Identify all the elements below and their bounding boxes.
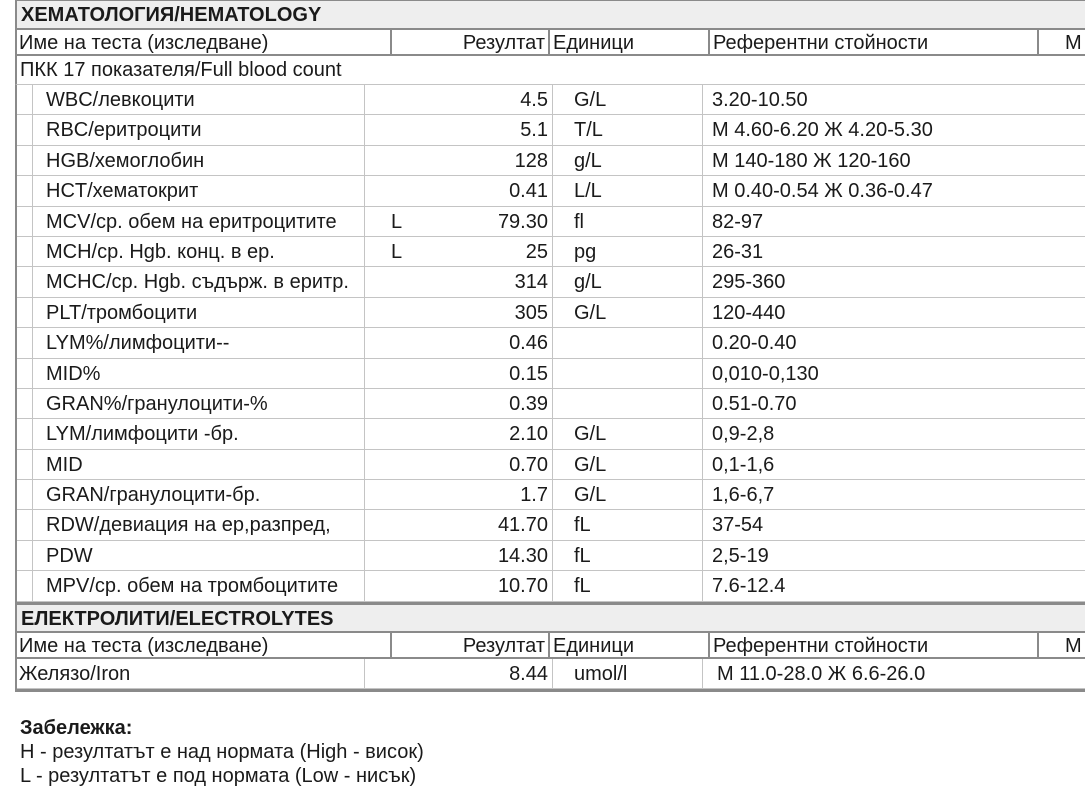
result-flag: L [391, 210, 403, 233]
hematology-section-title: ХЕМАТОЛОГИЯ/HEMATOLOGY [15, 0, 1085, 30]
result-value: 0.15 [509, 362, 548, 385]
legend-note [20, 716, 424, 788]
row-indent-rule [32, 571, 33, 600]
result-value: 10.70 [497, 575, 548, 598]
electrolytes-rows [15, 659, 1085, 692]
result-unit [552, 328, 702, 357]
reference-range: М 11.0-28.0 Ж 6.6-26.0 [702, 659, 1082, 688]
reference-range: 0,010-0,130 [702, 359, 1082, 388]
test-name: MCH/ср. Hgb. конц. в ер. [17, 237, 365, 266]
test-name: MID [17, 450, 365, 479]
row-indent-rule [32, 207, 33, 236]
lab-report [15, 0, 1085, 692]
result-flag [365, 115, 411, 144]
note-title: Забележка: [20, 717, 133, 739]
result-unit: T/L [552, 115, 702, 144]
reference-range: 295-360 [702, 267, 1082, 296]
row-indent-rule [32, 115, 33, 144]
row-indent-rule [32, 237, 33, 266]
result-unit: g/L [552, 146, 702, 175]
result-value: 0.70 [509, 453, 548, 476]
result-flag [365, 389, 411, 418]
result-unit [552, 359, 702, 388]
table-row [17, 480, 1085, 510]
test-group-title: ПКК 17 показателя/Full blood count [15, 56, 1085, 85]
reference-range: 2,5-19 [702, 541, 1082, 570]
reference-range: 3.20-10.50 [702, 85, 1082, 114]
header-result: Резултат [392, 633, 550, 657]
result-value: 41.70 [497, 514, 548, 537]
result-unit [552, 389, 702, 418]
result-flag [365, 298, 411, 327]
result-value: 0.39 [509, 392, 548, 415]
result-unit: g/L [552, 267, 702, 296]
result-unit: pg [552, 237, 702, 266]
header-reference: Референтни стойности [710, 633, 1039, 657]
result-flag [365, 450, 411, 479]
hematology-table-header [15, 30, 1085, 56]
reference-range: 37-54 [702, 510, 1082, 539]
reference-range: М 4.60-6.20 Ж 4.20-5.30 [702, 115, 1082, 144]
row-indent-rule [32, 510, 33, 539]
note-low: L - резултатът е под нормата (Low - нисък) [20, 765, 417, 787]
hematology-rows [15, 85, 1085, 605]
reference-range: 0.20-0.40 [702, 328, 1082, 357]
row-indent-rule [32, 176, 33, 205]
table-row [17, 207, 1085, 237]
result-unit: G/L [552, 85, 702, 114]
table-row [17, 328, 1085, 358]
result-flag [365, 85, 411, 114]
table-row [17, 510, 1085, 540]
test-name: RDW/девиация на ер,разпред, [17, 510, 365, 539]
result-flag [365, 510, 411, 539]
result-value: 5.1 [520, 119, 548, 142]
result-flag [365, 267, 411, 296]
test-name: WBC/левкоцити [17, 85, 365, 114]
row-indent-rule [32, 541, 33, 570]
test-name: PDW [17, 541, 365, 570]
table-row [17, 571, 1085, 601]
row-indent-rule [32, 419, 33, 448]
test-name: MCHC/ср. Hgb. съдърж. в еритр. [17, 267, 365, 296]
result-value: 8.44 [509, 662, 548, 685]
result-unit: G/L [552, 480, 702, 509]
row-indent-rule [32, 298, 33, 327]
result-value: 128 [514, 149, 548, 172]
test-name: MID% [17, 359, 365, 388]
header-m: М [1065, 634, 1082, 657]
row-indent-rule [32, 480, 33, 509]
result-flag [365, 571, 411, 600]
result-flag [365, 419, 411, 448]
result-flag [365, 176, 411, 205]
result-value: 305 [514, 301, 548, 324]
table-row [17, 176, 1085, 206]
header-test-name: Име на теста (изследване) [17, 30, 390, 54]
result-unit: fL [552, 541, 702, 570]
table-row [17, 450, 1085, 480]
result-flag [365, 359, 411, 388]
table-row [17, 541, 1085, 571]
table-row [17, 298, 1085, 328]
test-name: HGB/хемоглобин [17, 146, 365, 175]
electrolytes-table-header [15, 633, 1085, 659]
test-name: RBC/еритроцити [17, 115, 365, 144]
header-units: Единици [550, 30, 710, 54]
table-row [17, 419, 1085, 449]
result-value: 1.7 [520, 484, 548, 507]
test-name: GRAN%/гранулоцити-% [17, 389, 365, 418]
result-flag: L [391, 240, 403, 263]
row-indent-rule [32, 85, 33, 114]
header-result: Резултат [392, 30, 550, 54]
table-row [17, 659, 1085, 689]
table-row [17, 237, 1085, 267]
result-value: 0.46 [509, 332, 548, 355]
header-m: М [1065, 32, 1082, 54]
test-name: MCV/ср. обем на еритроцитите [17, 207, 365, 236]
test-name: PLT/тромбоцити [17, 298, 365, 327]
result-flag [365, 146, 411, 175]
reference-range: 0.51-0.70 [702, 389, 1082, 418]
test-name: Желязо/Iron [17, 659, 365, 688]
row-indent-rule [32, 328, 33, 357]
test-name: MPV/ср. обем на тромбоцитите [17, 571, 365, 600]
reference-range: 1,6-6,7 [702, 480, 1082, 509]
result-value: 314 [514, 271, 548, 294]
table-row [17, 389, 1085, 419]
reference-range: 82-97 [702, 207, 1082, 236]
reference-range: 7.6-12.4 [702, 571, 1082, 600]
result-value: 4.5 [520, 89, 548, 111]
result-unit: umol/l [552, 659, 702, 688]
reference-range: 120-440 [702, 298, 1082, 327]
table-row [17, 267, 1085, 297]
table-row [17, 146, 1085, 176]
test-name: GRAN/гранулоцити-бр. [17, 480, 365, 509]
electrolytes-section-title: ЕЛЕКТРОЛИТИ/ELECTROLYTES [15, 605, 1085, 633]
result-flag [365, 659, 411, 688]
reference-range: 26-31 [702, 237, 1082, 266]
row-indent-rule [32, 359, 33, 388]
result-value: 79.30 [497, 210, 548, 233]
result-unit: L/L [552, 176, 702, 205]
result-value: 25 [525, 240, 548, 263]
result-value: 0.41 [509, 180, 548, 203]
result-unit: fl [552, 207, 702, 236]
table-row [17, 115, 1085, 145]
row-indent-rule [32, 389, 33, 418]
reference-range: 0,1-1,6 [702, 450, 1082, 479]
result-unit: G/L [552, 298, 702, 327]
header-units: Единици [550, 633, 710, 657]
note-high: H - резултатът е над нормата (High - висок) [20, 741, 424, 763]
row-indent-rule [32, 267, 33, 296]
result-unit: G/L [552, 450, 702, 479]
test-name: HCT/хематокрит [17, 176, 365, 205]
result-unit: fL [552, 571, 702, 600]
reference-range: 0,9-2,8 [702, 419, 1082, 448]
result-value: 14.30 [497, 544, 548, 567]
result-value: 2.10 [509, 423, 548, 446]
result-flag [365, 328, 411, 357]
result-unit: G/L [552, 419, 702, 448]
table-row [17, 85, 1085, 115]
header-reference: Референтни стойности [710, 30, 1039, 54]
result-flag [365, 480, 411, 509]
result-unit: fL [552, 510, 702, 539]
test-name: LYM/лимфоцити -бр. [17, 419, 365, 448]
header-test-name: Име на теста (изследване) [17, 633, 390, 657]
reference-range: М 0.40-0.54 Ж 0.36-0.47 [702, 176, 1082, 205]
row-indent-rule [32, 450, 33, 479]
reference-range: М 140-180 Ж 120-160 [702, 146, 1082, 175]
test-name: LYM%/лимфоцити-- [17, 328, 365, 357]
table-row [17, 359, 1085, 389]
row-indent-rule [32, 146, 33, 175]
result-flag [365, 541, 411, 570]
